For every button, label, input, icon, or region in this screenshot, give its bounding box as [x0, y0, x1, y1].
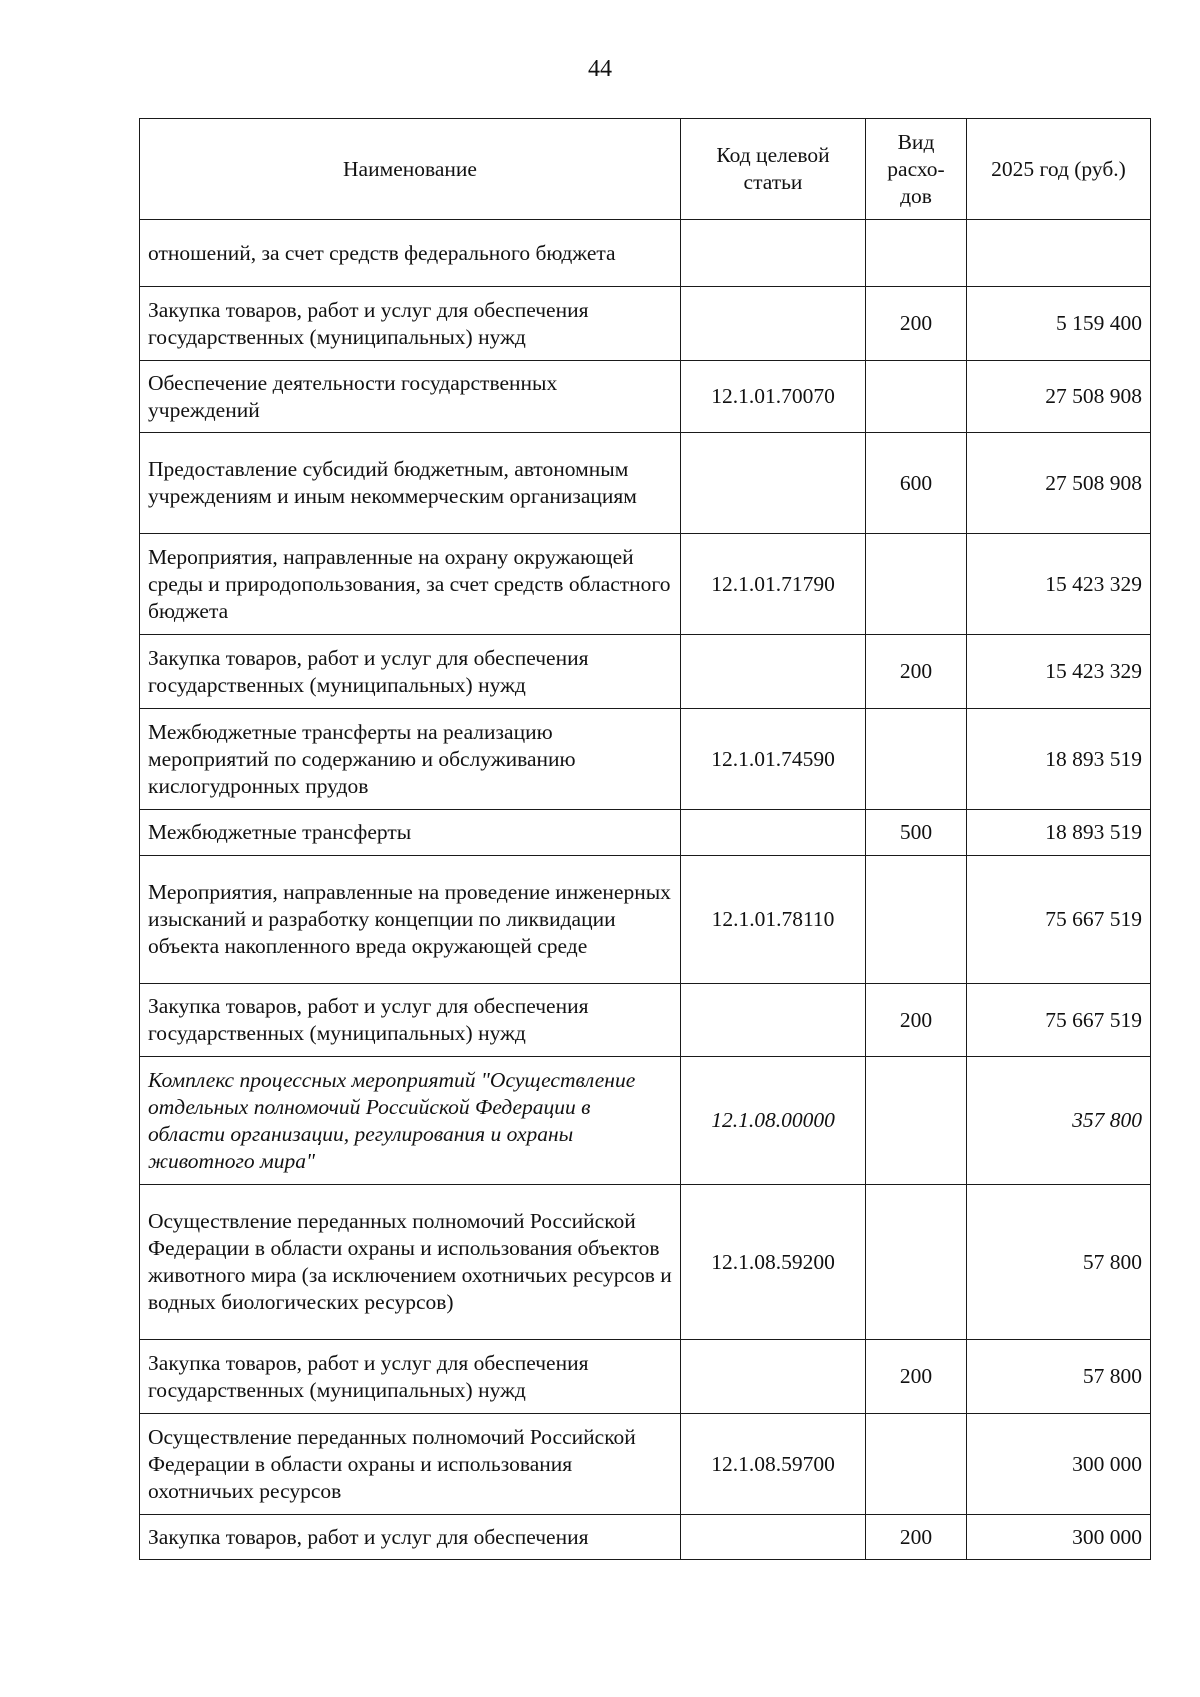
row-name: Комплекс процессных мероприятий "Осуществление отдельных полномочий Российской Федерации в области организации, регулирования и охраны животного мира" [140, 1057, 681, 1185]
table-row [140, 709, 1151, 810]
row-code [681, 1515, 866, 1560]
row-code: 12.1.01.74590 [681, 709, 866, 810]
header-kind: Вид расхо-дов [866, 119, 967, 220]
row-code [681, 1340, 866, 1414]
table-row [140, 1414, 1151, 1515]
row-code: 12.1.08.00000 [681, 1057, 866, 1185]
row-sum: 18 893 519 [967, 810, 1151, 856]
row-kind: 200 [866, 635, 967, 709]
row-name: Осуществление переданных полномочий Российской Федерации в области охраны и использования охотничьих ресурсов [140, 1414, 681, 1515]
row-code [681, 433, 866, 534]
header-code: Код целевой статьи [681, 119, 866, 220]
row-sum: 75 667 519 [967, 984, 1151, 1057]
row-kind: 200 [866, 984, 967, 1057]
header-name: Наименование [140, 119, 681, 220]
row-code [681, 635, 866, 709]
row-code: 12.1.08.59700 [681, 1414, 866, 1515]
row-code: 12.1.08.59200 [681, 1185, 866, 1340]
table-row [140, 287, 1151, 361]
row-name: Закупка товаров, работ и услуг для обеспечения государственных (муниципальных) нужд [140, 287, 681, 361]
header-sum: 2025 год (руб.) [967, 119, 1151, 220]
row-name: Закупка товаров, работ и услуг для обеспечения государственных (муниципальных) нужд [140, 1340, 681, 1414]
row-kind: 200 [866, 1515, 967, 1560]
table-row [140, 361, 1151, 433]
row-kind [866, 361, 967, 433]
row-code: 12.1.01.71790 [681, 534, 866, 635]
row-sum: 357 800 [967, 1057, 1151, 1185]
table-row [140, 1515, 1151, 1560]
row-name: Осуществление переданных полномочий Российской Федерации в области охраны и использования объектов животного мира (за исключением охотничьих ресурсов и водных биологических ресурсов) [140, 1185, 681, 1340]
row-code [681, 287, 866, 361]
row-sum: 57 800 [967, 1185, 1151, 1340]
table-row [140, 810, 1151, 856]
row-sum: 27 508 908 [967, 433, 1151, 534]
row-sum: 75 667 519 [967, 856, 1151, 984]
row-name: Обеспечение деятельности государственных учреждений [140, 361, 681, 433]
row-code [681, 810, 866, 856]
row-kind [866, 220, 967, 287]
row-sum: 27 508 908 [967, 361, 1151, 433]
row-kind: 200 [866, 1340, 967, 1414]
row-kind: 500 [866, 810, 967, 856]
row-name: отношений, за счет средств федерального бюджета [140, 220, 681, 287]
table-row [140, 635, 1151, 709]
budget-table [139, 118, 1151, 1560]
row-sum: 18 893 519 [967, 709, 1151, 810]
row-kind [866, 534, 967, 635]
table-row [140, 856, 1151, 984]
row-code [681, 220, 866, 287]
table-row [140, 984, 1151, 1057]
row-code: 12.1.01.70070 [681, 361, 866, 433]
row-kind [866, 856, 967, 984]
table-row [140, 1057, 1151, 1185]
table-row [140, 220, 1151, 287]
row-name: Закупка товаров, работ и услуг для обеспечения [140, 1515, 681, 1560]
row-name: Межбюджетные трансферты на реализацию мероприятий по содержанию и обслуживанию кислогудронных прудов [140, 709, 681, 810]
row-name: Предоставление субсидий бюджетным, автономным учреждениям и иным некоммерческим организациям [140, 433, 681, 534]
row-kind [866, 1057, 967, 1185]
row-kind: 600 [866, 433, 967, 534]
table-row [140, 1185, 1151, 1340]
row-name: Межбюджетные трансферты [140, 810, 681, 856]
row-kind [866, 1414, 967, 1515]
row-sum: 57 800 [967, 1340, 1151, 1414]
row-kind [866, 709, 967, 810]
row-name: Мероприятия, направленные на охрану окружающей среды и природопользования, за счет средств областного бюджета [140, 534, 681, 635]
row-sum: 300 000 [967, 1414, 1151, 1515]
row-code [681, 984, 866, 1057]
row-name: Закупка товаров, работ и услуг для обеспечения государственных (муниципальных) нужд [140, 635, 681, 709]
page-number: 44 [588, 56, 612, 82]
row-sum: 15 423 329 [967, 635, 1151, 709]
table-row [140, 1340, 1151, 1414]
table-row [140, 534, 1151, 635]
row-sum: 5 159 400 [967, 287, 1151, 361]
row-kind [866, 1185, 967, 1340]
row-kind: 200 [866, 287, 967, 361]
row-sum: 300 000 [967, 1515, 1151, 1560]
row-sum: 15 423 329 [967, 534, 1151, 635]
row-name: Закупка товаров, работ и услуг для обеспечения государственных (муниципальных) нужд [140, 984, 681, 1057]
row-code: 12.1.01.78110 [681, 856, 866, 984]
table-header-row [140, 119, 1151, 220]
row-sum [967, 220, 1151, 287]
table-row [140, 433, 1151, 534]
row-name: Мероприятия, направленные на проведение инженерных изысканий и разработку концепции по ликвидации объекта накопленного вреда окружающей среде [140, 856, 681, 984]
